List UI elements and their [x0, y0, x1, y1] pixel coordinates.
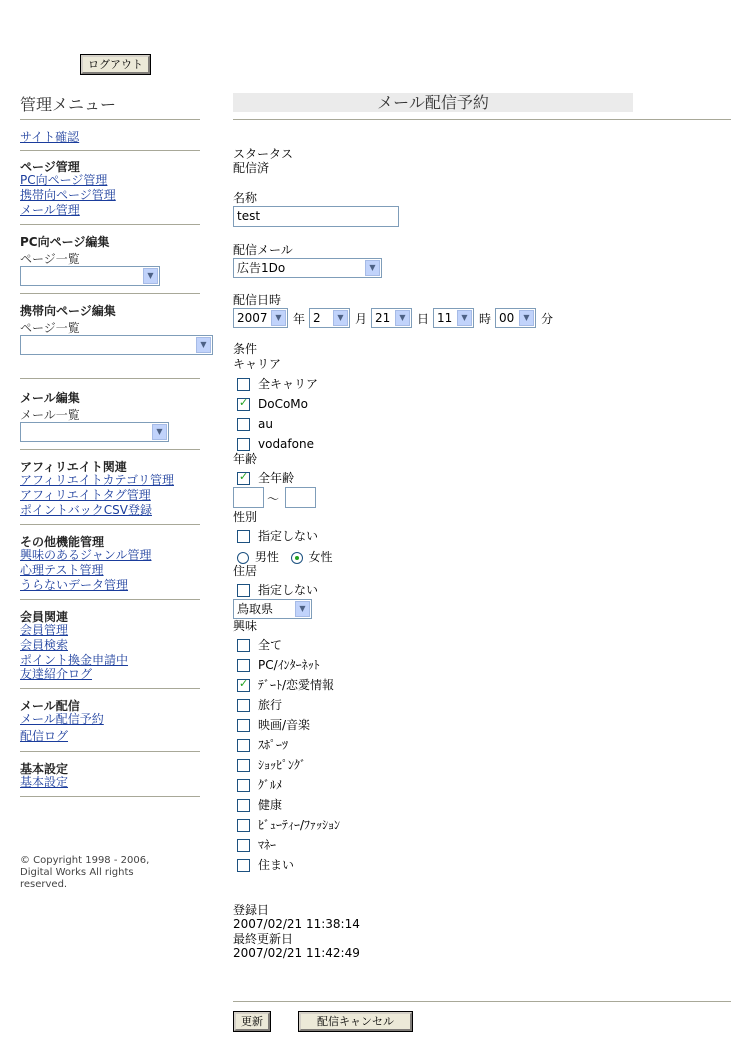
interest-option-label: ﾋﾞｭｰﾃｨｰ/ﾌｧｯｼｮﾝ — [258, 818, 341, 832]
name-input[interactable]: test — [233, 206, 399, 227]
chevron-down-icon: ▼ — [196, 337, 211, 353]
status-label: スタータス — [233, 147, 294, 161]
interest-option-label: ｽﾎﾟｰﾂ — [258, 738, 289, 752]
section-pc-edit-heading: PC向ページ編集 — [20, 235, 110, 249]
sidebar-title: 管理メニュー — [20, 95, 117, 114]
link-pc-page-mgmt[interactable]: PC向ページ管理 — [20, 173, 108, 187]
carrier-label: キャリア — [233, 357, 282, 371]
day-unit: 日 — [417, 312, 430, 326]
age-separator: ～ — [267, 492, 280, 506]
residence-none-option[interactable] — [237, 583, 318, 597]
hour-unit: 時 — [479, 312, 492, 326]
divider — [20, 524, 200, 525]
residence-select-value: 鳥取県 — [237, 602, 274, 616]
mail-label: 配信メール — [233, 243, 293, 257]
section-mail-edit-heading: メール編集 — [20, 391, 80, 405]
age-from-input[interactable] — [233, 487, 264, 508]
interest-checkbox[interactable] — [237, 819, 250, 832]
age-all-label: 全年齢 — [258, 471, 295, 485]
interest-checkbox[interactable] — [237, 839, 250, 852]
link-mobile-page-mgmt[interactable]: 携帯向ページ管理 — [20, 188, 116, 202]
carrier-option[interactable] — [237, 397, 308, 411]
link-friend-referral[interactable]: 友達紹介ログ — [20, 667, 93, 681]
copyright-line: Digital Works All rights — [20, 867, 134, 878]
divider — [20, 378, 200, 379]
minute-select-value: 00 — [499, 311, 515, 325]
gender-none-option[interactable] — [237, 529, 318, 543]
divider — [20, 599, 200, 600]
interest-checkbox[interactable] — [237, 739, 250, 752]
link-pointback-csv[interactable]: ポイントバックCSV登録 — [20, 503, 152, 517]
male-radio[interactable] — [237, 552, 249, 564]
status-value: 配信済 — [233, 161, 270, 175]
carrier-option-label: DoCoMo — [258, 397, 308, 411]
interest-option[interactable] — [237, 658, 320, 672]
hour-select[interactable] — [433, 308, 474, 328]
chevron-down-icon: ▼ — [365, 260, 380, 276]
divider — [20, 449, 200, 450]
age-to-input[interactable] — [285, 487, 316, 508]
carrier-checkbox[interactable] — [237, 418, 250, 431]
month-unit: 月 — [355, 312, 368, 326]
link-basic-settings[interactable]: 基本設定 — [20, 775, 69, 789]
link-mail-mgmt[interactable]: メール管理 — [20, 203, 80, 217]
year-unit: 年 — [293, 312, 306, 326]
interest-option-label: 旅行 — [258, 698, 283, 712]
divider — [20, 796, 200, 797]
link-point-exchange[interactable]: ポイント換金申請中 — [20, 653, 129, 667]
age-label: 年齢 — [233, 452, 258, 466]
divider — [20, 293, 200, 294]
copyright-line: © Copyright 1998 - 2006, — [20, 855, 150, 866]
link-affiliate-tag[interactable]: アフィリエイトタグ管理 — [20, 488, 151, 502]
interest-checkbox[interactable] — [237, 679, 250, 692]
chevron-down-icon: ▼ — [271, 310, 286, 326]
chevron-down-icon: ▼ — [519, 310, 534, 326]
interest-checkbox[interactable] — [237, 699, 250, 712]
interest-label: 興味 — [233, 619, 258, 633]
link-fortune-data[interactable]: うらないデータ管理 — [20, 578, 129, 592]
male-label: 男性 — [254, 550, 279, 564]
interest-option-label: 住まい — [258, 858, 295, 872]
interest-option[interactable] — [237, 778, 282, 792]
divider — [20, 688, 200, 689]
delivery-mail-select[interactable] — [233, 258, 382, 278]
age-all-checkbox[interactable] — [237, 472, 250, 485]
interest-checkbox[interactable] — [237, 799, 250, 812]
copyright-line: reserved. — [20, 879, 68, 890]
interest-checkbox[interactable] — [237, 719, 250, 732]
section-member-heading: 会員関連 — [20, 610, 69, 624]
link-member-mgmt[interactable]: 会員管理 — [20, 623, 69, 637]
link-delivery-log[interactable]: 配信ログ — [20, 729, 69, 743]
carrier-option-label: au — [258, 417, 273, 431]
residence-none-checkbox[interactable] — [237, 584, 250, 597]
day-select-value: 21 — [375, 311, 391, 325]
gender-none-checkbox[interactable] — [237, 530, 250, 543]
chevron-down-icon: ▼ — [395, 310, 410, 326]
age-all-option[interactable] — [237, 471, 294, 485]
interest-option-label: 健康 — [258, 798, 283, 812]
updated-label: 最終更新日 — [233, 932, 294, 946]
interest-option-label: ｸﾞﾙﾒ — [258, 778, 283, 792]
divider — [20, 224, 200, 225]
mail-list-label: メール一覧 — [20, 408, 80, 422]
chevron-down-icon: ▼ — [333, 310, 348, 326]
delivery-mail-select-value: 広告1Do — [237, 261, 286, 275]
link-mail-delivery-schedule[interactable]: メール配信予約 — [20, 712, 104, 726]
interest-option[interactable] — [237, 718, 310, 732]
conditions-label: 条件 — [233, 342, 258, 356]
carrier-checkbox[interactable] — [237, 378, 250, 391]
interest-option[interactable] — [237, 758, 306, 772]
interest-option-label: 全て — [258, 638, 283, 652]
residence-none-label: 指定しない — [258, 583, 319, 597]
page-title: メール配信予約 — [233, 93, 633, 112]
day-select[interactable] — [371, 308, 412, 328]
interest-option[interactable] — [237, 638, 282, 652]
divider — [233, 1001, 731, 1002]
interest-option[interactable] — [237, 818, 340, 832]
carrier-option[interactable] — [237, 437, 314, 451]
female-radio[interactable] — [291, 552, 303, 564]
chevron-down-icon: ▼ — [295, 601, 310, 617]
chevron-down-icon: ▼ — [143, 268, 158, 284]
chevron-down-icon: ▼ — [457, 310, 472, 326]
interest-option-label: ﾃﾞｰﾄ/恋愛情報 — [258, 678, 335, 692]
interest-checkbox[interactable] — [237, 639, 250, 652]
interest-option-label: ｼｮｯﾋﾟﾝｸﾞ — [258, 758, 307, 772]
section-other-heading: その他機能管理 — [20, 535, 105, 549]
carrier-option[interactable] — [237, 377, 318, 391]
mail-select[interactable] — [20, 422, 169, 442]
registered-value: 2007/02/21 11:38:14 — [233, 917, 360, 931]
chevron-down-icon: ▼ — [152, 424, 167, 440]
year-select-value: 2007 — [237, 311, 268, 325]
section-affiliate-heading: アフィリエイト関連 — [20, 460, 127, 474]
interest-option-label: 映画/音楽 — [258, 718, 311, 732]
pc-page-list-label: ページ一覧 — [20, 252, 80, 266]
pc-page-select[interactable] — [20, 266, 160, 286]
copyright — [20, 855, 190, 891]
minute-select[interactable] — [495, 308, 536, 328]
registered-label: 登録日 — [233, 903, 270, 917]
divider — [233, 119, 731, 120]
gender-radio-group — [237, 548, 333, 565]
interest-option[interactable] — [237, 838, 276, 852]
interest-option[interactable] — [237, 698, 282, 712]
carrier-option[interactable] — [237, 417, 273, 431]
link-member-search[interactable]: 会員検索 — [20, 638, 69, 652]
interest-option[interactable] — [237, 678, 334, 692]
section-page-mgmt-heading: ページ管理 — [20, 160, 80, 174]
mobile-page-list-label: ページ一覧 — [20, 321, 80, 335]
interest-checkbox[interactable] — [237, 759, 250, 772]
interest-option[interactable] — [237, 738, 288, 752]
divider — [20, 150, 200, 151]
month-select[interactable] — [309, 308, 350, 328]
interest-checkbox[interactable] — [237, 779, 250, 792]
gender-label: 性別 — [233, 510, 258, 524]
update-button[interactable]: 更新 — [234, 1012, 270, 1031]
updated-value: 2007/02/21 11:42:49 — [233, 946, 360, 960]
divider — [20, 119, 200, 120]
interest-checkbox[interactable] — [237, 659, 250, 672]
hour-select-value: 11 — [437, 311, 453, 325]
carrier-checkbox[interactable] — [237, 438, 250, 451]
month-select-value: 2 — [313, 311, 321, 325]
interest-option-label: ﾏﾈｰ — [258, 838, 277, 852]
female-label: 女性 — [308, 550, 333, 564]
link-interest-genre[interactable]: 興味のあるジャンル管理 — [20, 548, 152, 562]
logout-button[interactable]: ログアウト — [81, 55, 150, 74]
link-site-check[interactable]: サイト確認 — [20, 130, 80, 144]
gender-none-label: 指定しない — [258, 529, 319, 543]
carrier-option-label: vodafone — [258, 437, 314, 451]
year-select[interactable] — [233, 308, 288, 328]
datetime-label: 配信日時 — [233, 293, 282, 307]
carrier-option-label: 全キャリア — [258, 377, 319, 391]
name-label: 名称 — [233, 191, 258, 205]
link-psych-test[interactable]: 心理テスト管理 — [20, 563, 104, 577]
section-delivery-heading: メール配信 — [20, 699, 80, 713]
interest-option[interactable] — [237, 858, 294, 872]
section-basic-heading: 基本設定 — [20, 762, 69, 776]
mobile-page-select[interactable] — [20, 335, 213, 355]
residence-label: 住居 — [233, 564, 258, 578]
cancel-delivery-button[interactable]: 配信キャンセル — [299, 1012, 412, 1031]
minute-unit: 分 — [541, 312, 554, 326]
interest-option-label: PC/ｲﾝﾀｰﾈｯﾄ — [258, 658, 320, 672]
section-mobile-edit-heading: 携帯向ページ編集 — [20, 304, 116, 318]
divider — [20, 751, 200, 752]
carrier-checkbox[interactable] — [237, 398, 250, 411]
interest-checkbox[interactable] — [237, 859, 250, 872]
link-affiliate-category[interactable]: アフィリエイトカテゴリ管理 — [20, 473, 174, 487]
residence-select[interactable] — [233, 599, 312, 619]
interest-option[interactable] — [237, 798, 282, 812]
